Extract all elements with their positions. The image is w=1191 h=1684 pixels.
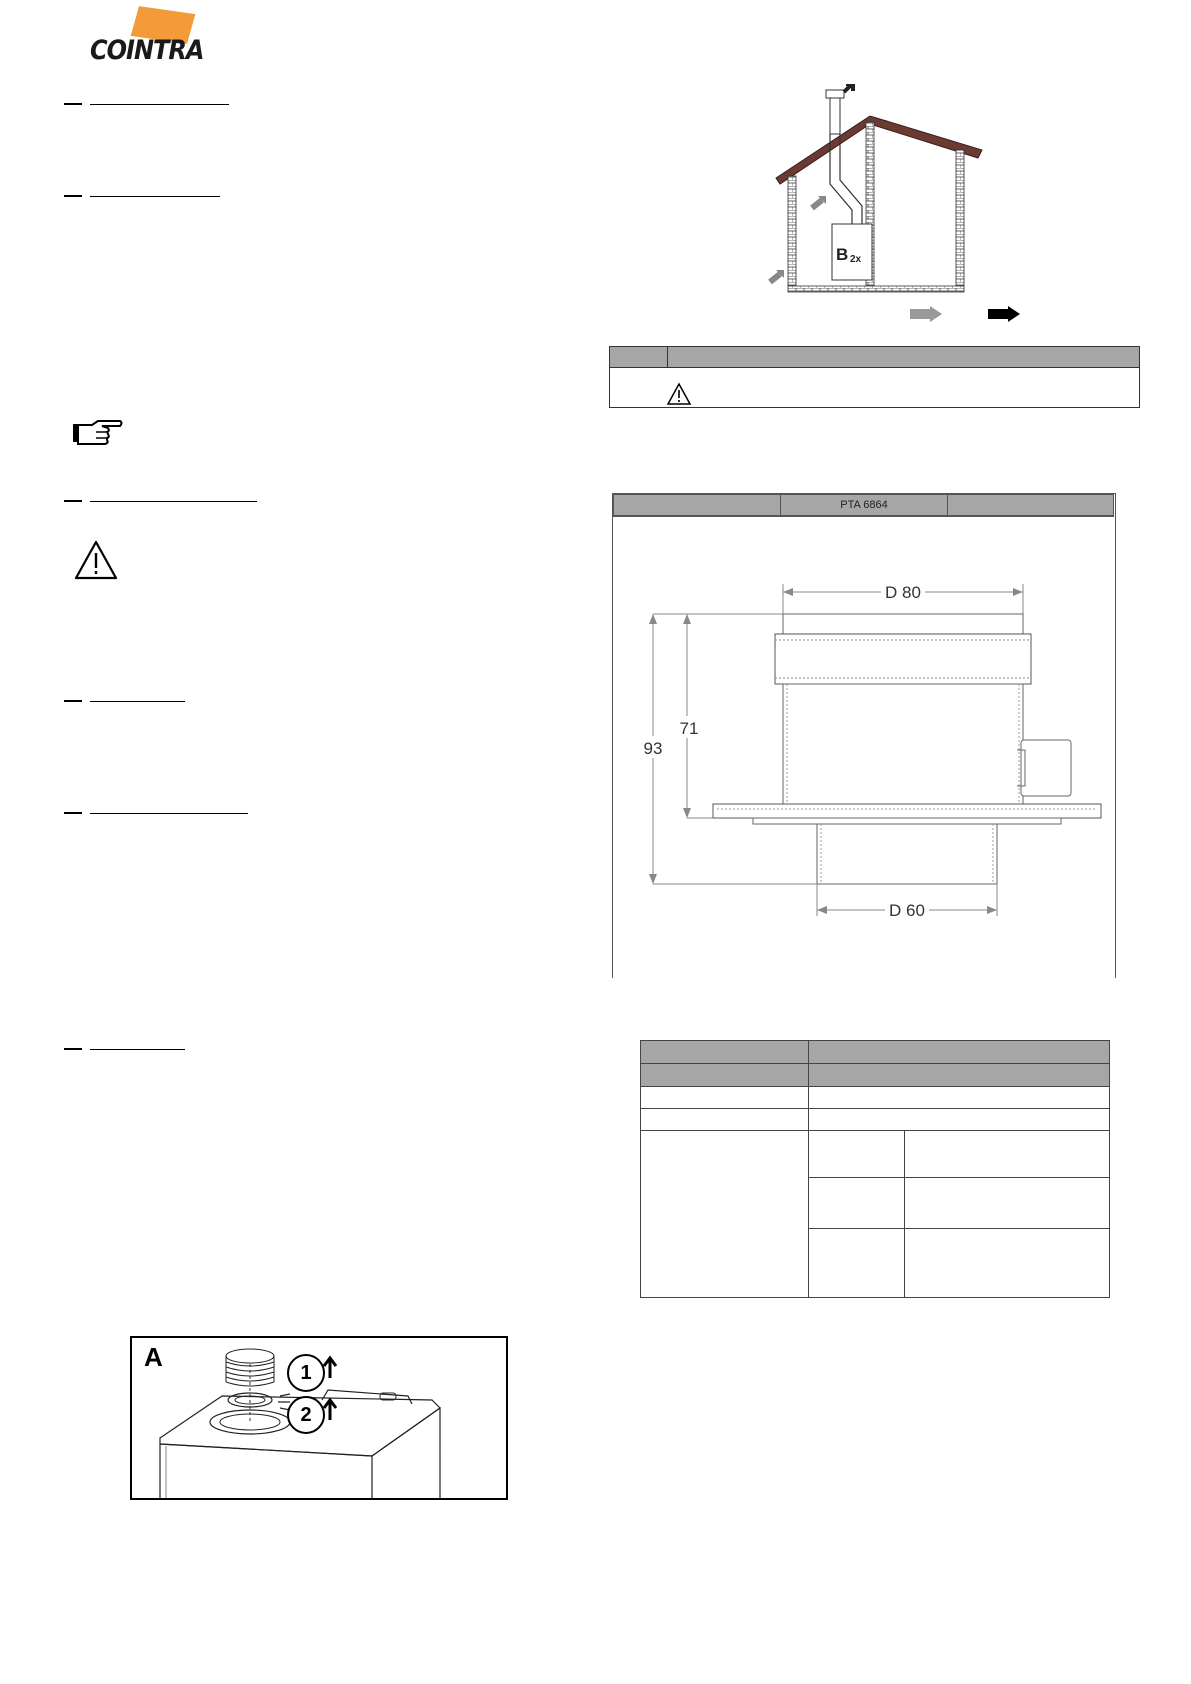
boiler-figure-a <box>130 1336 508 1500</box>
step-1-badge: 1 <box>287 1354 325 1392</box>
drawing-divider <box>613 516 1114 517</box>
house-illustration <box>760 84 1050 334</box>
table-cell <box>808 1228 905 1298</box>
table-cell <box>904 1177 1110 1229</box>
section-number-line <box>64 195 82 197</box>
section-number-line <box>64 103 82 105</box>
table-cell <box>808 1177 905 1229</box>
table-cell <box>808 1086 1110 1109</box>
logo-wordmark: COINTRA <box>90 34 204 66</box>
section-number-line <box>64 1048 82 1050</box>
drawing-header-cell <box>613 494 781 516</box>
section-heading-underline <box>90 501 257 502</box>
adapter-technical-drawing <box>613 524 1113 974</box>
table-header-cell <box>609 346 668 368</box>
table-header-cell <box>640 1063 809 1087</box>
table-cell-merged <box>640 1130 809 1298</box>
warning-triangle-icon <box>666 382 692 406</box>
table-cell <box>640 1108 809 1131</box>
table-header-cell <box>667 346 1140 368</box>
boiler-label-main: B <box>836 245 849 264</box>
dim-bottom-label: D 60 <box>889 901 925 920</box>
table-cell <box>904 1130 1110 1178</box>
dim-top-label: D 80 <box>885 583 921 602</box>
section-heading-underline <box>90 1049 185 1050</box>
house-flue-diagram <box>760 84 1050 334</box>
height-outer-label: 93 <box>643 739 663 758</box>
section-heading-underline <box>90 701 185 702</box>
section-number-line <box>64 700 82 702</box>
adapter-drawing-panel <box>612 493 1116 978</box>
table-cell <box>904 1228 1110 1298</box>
cointra-logo <box>86 8 204 66</box>
table-cell <box>808 1108 1110 1131</box>
drawing-header-cell <box>947 494 1114 516</box>
table-header-cell <box>808 1063 1110 1087</box>
model-code-cell: PTA 6864 <box>780 494 948 516</box>
section-heading-underline <box>90 196 220 197</box>
section-heading-underline <box>90 813 248 814</box>
table-cell <box>808 1130 905 1178</box>
pointing-hand-icon <box>72 418 124 448</box>
table-header-cell <box>640 1040 809 1064</box>
section-number-line <box>64 500 82 502</box>
warning-triangle-icon <box>74 540 118 580</box>
height-inner-label: 71 <box>679 719 699 738</box>
figure-panel-label: A <box>144 1342 163 1372</box>
section-number-line <box>64 812 82 814</box>
table-header-cell <box>808 1040 1110 1064</box>
section-heading-underline <box>90 104 229 105</box>
boiler-label-sub: 2x <box>850 254 862 265</box>
step-2-badge: 2 <box>287 1396 325 1434</box>
table-cell <box>640 1086 809 1109</box>
